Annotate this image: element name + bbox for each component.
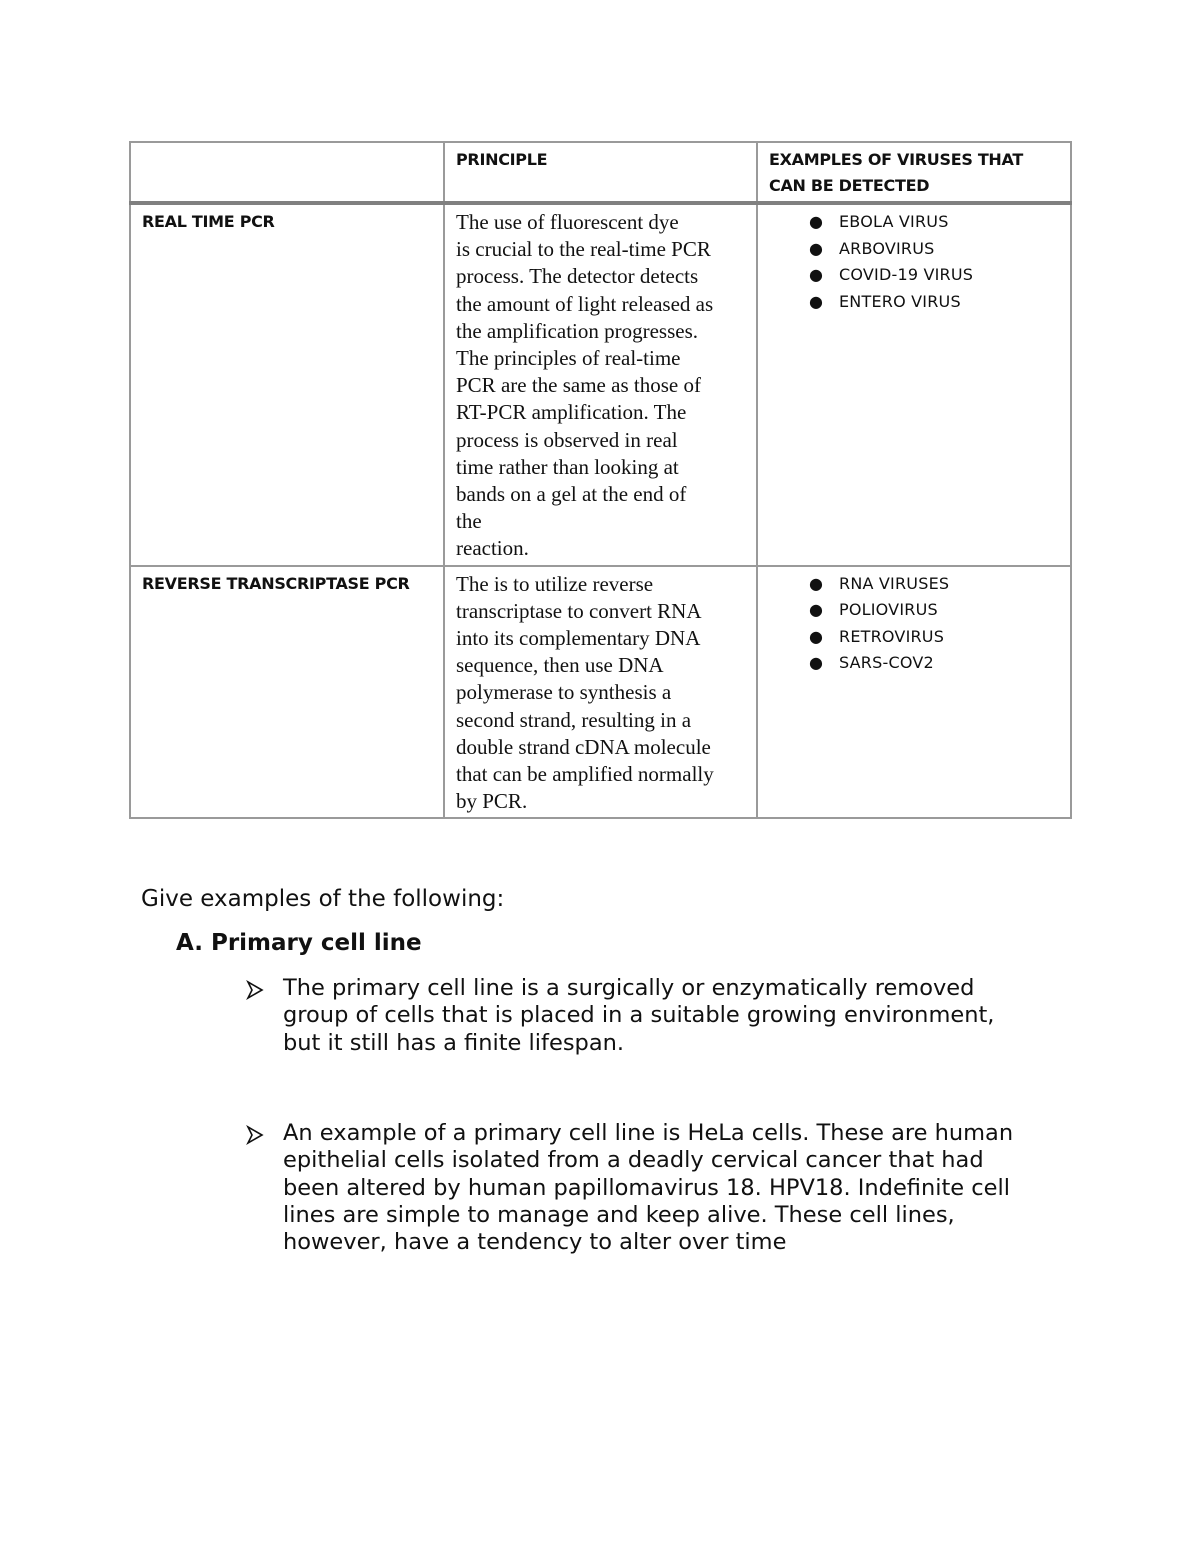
list-item [809, 209, 1060, 236]
list-item [809, 597, 1060, 624]
principle-cell [444, 566, 757, 819]
principle-line: is crucial to the real-time PCR [456, 237, 711, 262]
bullet-point [246, 1120, 1076, 1256]
virus-name: SARS-COV2 [839, 653, 934, 673]
virus-name: ENTERO VIRUS [839, 291, 961, 311]
bullet-line: The primary cell line is a surgically or enzymatically removed [283, 975, 975, 1001]
list-item [809, 571, 1060, 598]
pcr-methods-table [129, 141, 1072, 819]
principle-line: polymerase to synthesis a [456, 680, 672, 705]
list-item [809, 236, 1060, 263]
bullet-line: An example of a primary cell line is HeLa cells. These are human [283, 1120, 1014, 1146]
header-empty-cell [130, 142, 444, 203]
header-examples-line: EXAMPLES OF VIRUSES THAT [769, 150, 1023, 169]
principle-line: the amplification progresses. [456, 318, 699, 343]
arrowhead-bullet-icon [246, 1120, 270, 1152]
method-name: REVERSE TRANSCRIPTASE PCR [130, 566, 444, 819]
bullet-line: been altered by human papillomavirus 18. HPV18. Indefinite cell [283, 1174, 1011, 1201]
virus-name: COVID-19 VIRUS [839, 265, 974, 284]
bullet-text [283, 975, 1076, 1057]
examples-cell [757, 566, 1071, 819]
virus-name: EBOLA VIRUS [839, 212, 949, 231]
header-principle: PRINCIPLE [444, 142, 757, 203]
principle-line: reaction. [456, 536, 529, 561]
principle-line: sequence, then use DNA [456, 653, 664, 678]
list-item [809, 262, 1060, 289]
virus-name: POLIOVIRUS [839, 600, 938, 620]
virus-name: RNA VIRUSES [839, 573, 950, 593]
list-item [809, 624, 1060, 651]
principle-line: The use of fluorescent dye [456, 210, 679, 234]
virus-name: RETROVIRUS [839, 626, 945, 646]
bullet-icon: ● [809, 600, 824, 620]
principle-line: RT-PCR amplification. The [456, 400, 687, 425]
bullet-icon: ● [809, 291, 824, 311]
arrowhead-bullet-icon [246, 975, 270, 1007]
principle-line: bands on a gel at the end of [456, 482, 687, 507]
bullet-icon: ● [809, 626, 824, 646]
bullet-icon: ● [809, 212, 824, 231]
examples-cell [757, 203, 1071, 566]
bullet-line: group of cells that is placed in a suitable growing environment, [283, 1002, 995, 1029]
bullet-icon: ● [809, 265, 824, 284]
principle-line: PCR are the same as those of [456, 373, 701, 398]
principle-line: double strand cDNA molecule [456, 734, 711, 759]
header-examples-line: CAN BE DETECTED [769, 176, 930, 195]
principle-line: process is observed in real [456, 427, 678, 452]
table-header-row [130, 142, 1071, 203]
principle-line: process. The detector detects [456, 264, 699, 289]
principle-line: into its complementary DNA [456, 626, 701, 651]
bullet-text [283, 1120, 1076, 1256]
principle-line: by PCR. [456, 789, 528, 814]
virus-name: ARBOVIRUS [839, 238, 935, 258]
principle-line: second strand, resulting in a [456, 707, 692, 732]
bullet-line: epithelial cells isolated from a deadly cervical cancer that had [283, 1147, 984, 1174]
bullet-line: but it still has a finite lifespan. [283, 1029, 625, 1056]
principle-line: The principles of real-time [456, 346, 681, 371]
method-name: REAL TIME PCR [130, 203, 444, 566]
virus-list [769, 571, 1060, 677]
prompt-text: Give examples of the following: [141, 886, 505, 912]
principle-line: transcriptase to convert RNA [456, 598, 702, 623]
principle-line: The is to utilize reverse [456, 571, 654, 596]
principle-cell [444, 203, 757, 566]
bullet-point [246, 975, 1076, 1057]
list-item [809, 650, 1060, 677]
list-item [809, 289, 1060, 316]
bullet-line: lines are simple to manage and keep alive. These cell lines, [283, 1201, 955, 1228]
principle-line: time rather than looking at [456, 454, 679, 479]
principle-line: that can be amplified normally [456, 762, 714, 787]
principle-line: the amount of light released as [456, 291, 714, 316]
table-row [130, 203, 1071, 566]
bullet-icon: ● [809, 238, 824, 258]
section-heading: A. Primary cell line [176, 930, 422, 956]
bullet-icon: ● [809, 573, 824, 593]
header-examples [757, 142, 1071, 203]
principle-line: the [456, 509, 482, 534]
bullet-icon: ● [809, 653, 824, 673]
bullet-line: however, have a tendency to alter over time [283, 1229, 787, 1256]
table-row [130, 566, 1071, 819]
virus-list [769, 209, 1060, 315]
